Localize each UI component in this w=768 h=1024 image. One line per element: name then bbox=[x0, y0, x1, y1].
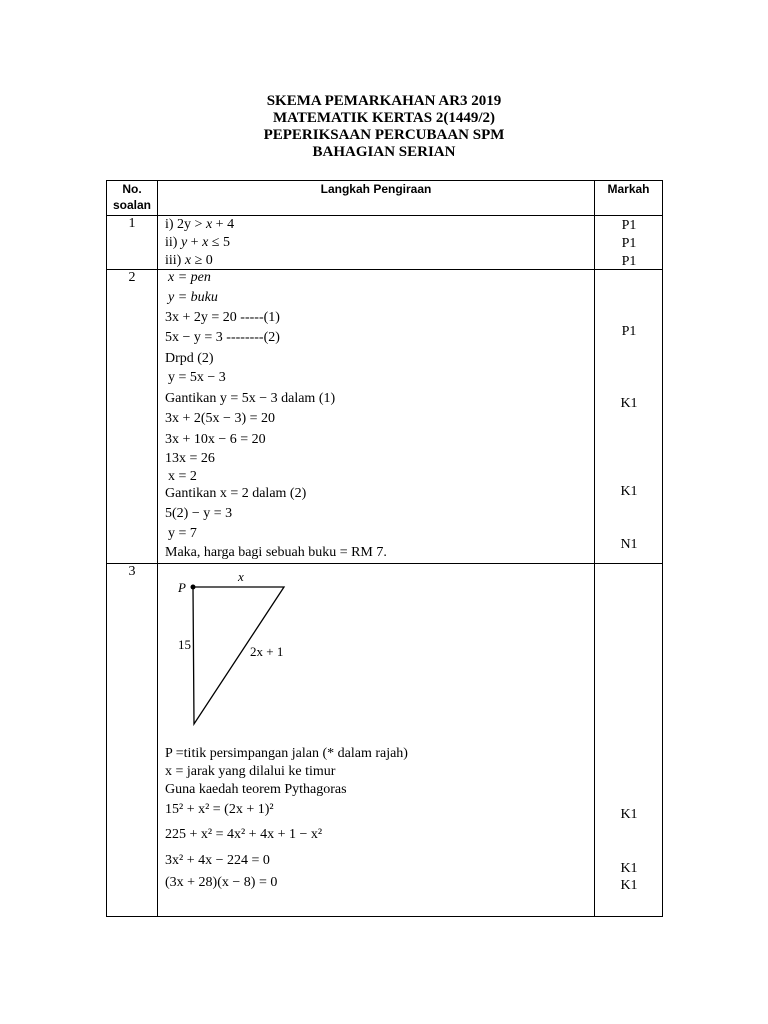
step-line: 3x + 10x − 6 = 20 bbox=[165, 432, 266, 447]
step-line: x = jarak yang dilalui ke timur bbox=[165, 764, 336, 779]
step-line: 13x = 26 bbox=[165, 451, 215, 466]
step-line: Maka, harga bagi sebuah buku = RM 7. bbox=[165, 545, 387, 560]
document-title bbox=[0, 93, 768, 161]
step-line: Drpd (2) bbox=[165, 351, 214, 366]
step-line: y = 7 bbox=[168, 526, 197, 541]
label-hypotenuse: 2x + 1 bbox=[250, 644, 284, 659]
mark-value: K1 bbox=[620, 861, 638, 876]
working-steps bbox=[158, 216, 595, 270]
marks-cell bbox=[595, 564, 663, 917]
triangle-diagram bbox=[158, 564, 595, 744]
mark-value: P1 bbox=[621, 218, 637, 233]
step-line: x = pen bbox=[168, 270, 211, 285]
step-line: ii) y + x ≤ 5 bbox=[165, 235, 230, 250]
step-line: Gantikan x = 2 dalam (2) bbox=[165, 486, 307, 501]
label-15: 15 bbox=[178, 637, 191, 652]
mark-value: K1 bbox=[620, 396, 638, 411]
step-line: 3x + 2(5x − 3) = 20 bbox=[165, 411, 276, 426]
step-line: Gantikan y = 5x − 3 dalam (1) bbox=[165, 391, 336, 406]
step-line: y = buku bbox=[168, 290, 218, 305]
mark-value: N1 bbox=[620, 537, 638, 552]
table-row bbox=[107, 270, 663, 564]
step-line: 3x² + 4x − 224 = 0 bbox=[165, 853, 270, 868]
title-line-1: SKEMA PEMARKAHAN AR3 2019 bbox=[266, 93, 502, 109]
step-line: 5(2) − y = 3 bbox=[165, 506, 233, 521]
question-number: 2 bbox=[107, 270, 158, 564]
title-line-3: PEPERIKSAAN PERCUBAAN SPM bbox=[263, 127, 505, 143]
column-header-steps: Langkah Pengiraan bbox=[158, 181, 595, 216]
step-line: P =titik persimpangan jalan (* dalam rajah) bbox=[165, 746, 408, 761]
marking-scheme-table bbox=[106, 180, 663, 917]
working-steps bbox=[158, 564, 595, 917]
step-line: x = 2 bbox=[168, 469, 197, 484]
marks-cell bbox=[595, 216, 663, 270]
step-line: Guna kaedah teorem Pythagoras bbox=[165, 782, 347, 797]
title-line-2: MATEMATIK KERTAS 2(1449/2) bbox=[273, 110, 495, 126]
step-line: 5x − y = 3 --------(2) bbox=[165, 330, 280, 345]
point-p-marker bbox=[191, 585, 196, 590]
column-header-marks: Markah bbox=[595, 181, 663, 216]
step-line: 225 + x² = 4x² + 4x + 1 − x² bbox=[165, 827, 323, 842]
question-number: 3 bbox=[107, 564, 158, 917]
column-header-question-no: No. soalan bbox=[107, 181, 158, 216]
mark-value: P1 bbox=[621, 236, 637, 251]
mark-value: K1 bbox=[620, 878, 638, 893]
mark-value: K1 bbox=[620, 807, 638, 822]
mark-value: K1 bbox=[620, 484, 638, 499]
step-line: 3x + 2y = 20 -----(1) bbox=[165, 310, 280, 325]
table-header-row bbox=[107, 181, 663, 216]
step-line: (3x + 28)(x − 8) = 0 bbox=[165, 875, 278, 890]
table-row bbox=[107, 216, 663, 270]
step-line: y = 5x − 3 bbox=[168, 370, 226, 385]
question-number: 1 bbox=[107, 216, 158, 270]
marks-cell bbox=[595, 270, 663, 564]
label-p: P bbox=[178, 580, 186, 595]
step-line: 15² + x² = (2x + 1)² bbox=[165, 802, 274, 817]
title-line-4: BAHAGIAN SERIAN bbox=[312, 144, 456, 160]
step-line: iii) x ≥ 0 bbox=[165, 253, 213, 268]
table-row bbox=[107, 564, 663, 917]
mark-value: P1 bbox=[621, 254, 637, 269]
label-x: x bbox=[238, 569, 244, 584]
mark-value: P1 bbox=[621, 324, 637, 339]
step-line: i) 2y > x + 4 bbox=[165, 217, 235, 232]
working-steps bbox=[158, 270, 595, 564]
